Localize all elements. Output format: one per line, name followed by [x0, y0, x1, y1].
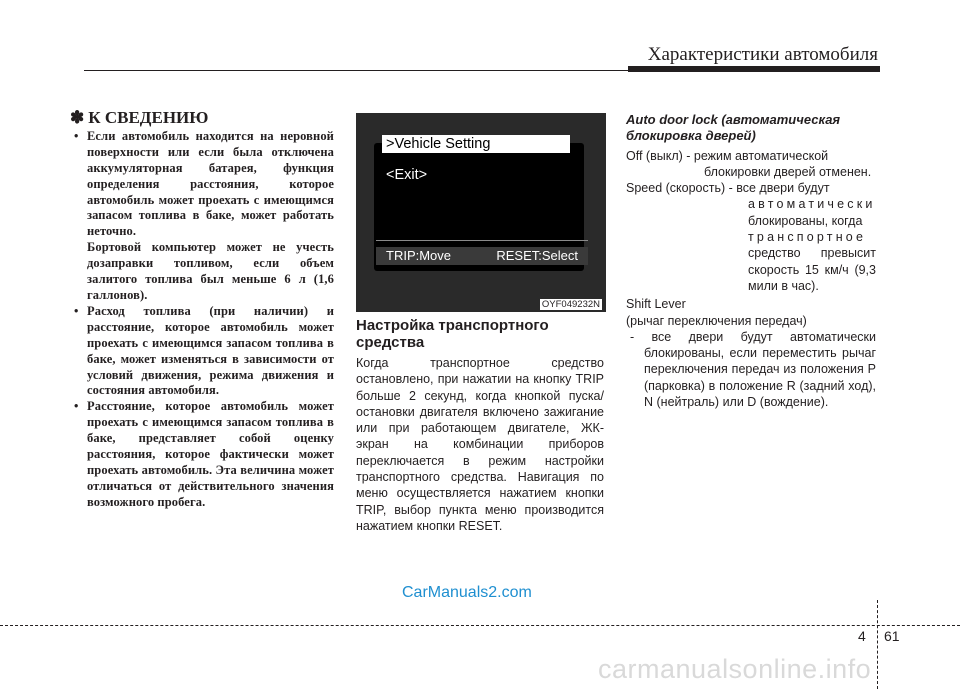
off-option: Off (выкл) - режим автоматической [626, 148, 829, 163]
section-body: Когда транспортное средство остановлено, при нажатии на кнопку TRIP больше 2 секунд, когда кнопкой пуска/остановки двигателя включено зажигание или при работающем двигателе, ЖК-экран на комбинации приборов переключается в режим настройки транспортного средства. Навигация по меню осуществляется нажатием кнопки TRIP, выбор пункта меню производится нажатием кнопки RESET. [356, 356, 604, 533]
notice-title-text: К СВЕДЕНИЮ [88, 108, 209, 127]
speed-option: Speed (скорость) - все двери будут [626, 181, 830, 196]
shift-lever-desc: - все двери будут автоматически блокированы, если переместить рычаг переключения передач из положения P (парковка) в положение R (задний ход), N (нейтраль) или D (вождение). [630, 329, 876, 410]
lcd-selected-item: >Vehicle Setting [382, 135, 570, 153]
lcd-divider [376, 240, 588, 241]
lcd-exit-item: <Exit> [386, 167, 428, 183]
auto-door-lock-section [626, 112, 876, 410]
notice-bullet [70, 129, 334, 240]
notice-bullet-text: Бортовой компьютер может не учесть дозаправки топливом, если объем залитого топлива был меньше 6 л (1,6 галлонов). [87, 240, 334, 302]
site-watermark: carmanualsonline.info [598, 654, 872, 684]
footer-crop-line [877, 600, 878, 689]
speed-option-desc: блокированы, когда [748, 213, 863, 228]
notice-bullet [70, 304, 334, 399]
speed-option-desc: транспортное [748, 230, 867, 245]
notice-bullet-text: Расход топлива (при наличии) и расстояние, которое автомобиль может проехать с имеющимся запасом топлива в баке, может изменяться в зависимости от условий движения, режима движения и состояния автомобиля. [87, 303, 334, 398]
figure-code: OYF049232N [541, 299, 600, 310]
notice-bullet-text: Если автомобиль находится на неровной поверхности или если была отключена аккумуляторная батарея, функция определения расстояния, которое автомобиль может проехать с имеющимся запасом топлива в баке, может работать неточно. [87, 128, 334, 239]
lcd-figure [356, 113, 606, 312]
notice-heading [70, 110, 334, 126]
notice-bullet-text: Расстояние, которое автомобиль может проехать с имеющимся запасом топлива в баке, представляет собой оценку расстояния, которое фактически может проехать автомобиль. Эта величина может отличаться от действительного значения возможного пробега. [87, 399, 334, 509]
vehicle-setting-section [356, 317, 604, 534]
page-number: 61 [884, 628, 900, 644]
lcd-status-bar [376, 247, 588, 265]
lcd-trip-hint: TRIP:Move [386, 248, 452, 263]
speed-option-desc: автоматически [748, 197, 876, 212]
speed-option-desc: средство превысит скорость 15 км/ч (9,3 мили в час). [748, 246, 876, 293]
bullet-dot-icon: • [74, 303, 79, 318]
lcd-reset-hint: RESET:Select [496, 248, 578, 263]
notice-bullet [70, 399, 334, 510]
shift-lever-subtitle: (рычаг переключения передач) [626, 313, 807, 328]
notice-box [70, 110, 334, 511]
header-accent-bar [628, 66, 880, 72]
notice-bullet-continued [70, 240, 334, 304]
bullet-dot-icon: • [74, 399, 79, 414]
shift-lever-option: Shift Lever [626, 297, 686, 312]
bullet-dot-icon: • [74, 128, 79, 143]
auto-door-lock-heading: Auto door lock (автоматическая блокировка дверей) [626, 112, 841, 144]
watermark-link[interactable]: CarManuals2.com [402, 584, 532, 601]
footer-rule [0, 625, 960, 626]
page-header-title: Характеристики автомобиля [647, 44, 878, 65]
star-icon: ✽ [70, 108, 85, 127]
chapter-number: 4 [858, 628, 866, 644]
off-option-desc: блокировки дверей отменен. [704, 164, 872, 179]
section-heading: Настройка транспортного средства [356, 317, 549, 351]
